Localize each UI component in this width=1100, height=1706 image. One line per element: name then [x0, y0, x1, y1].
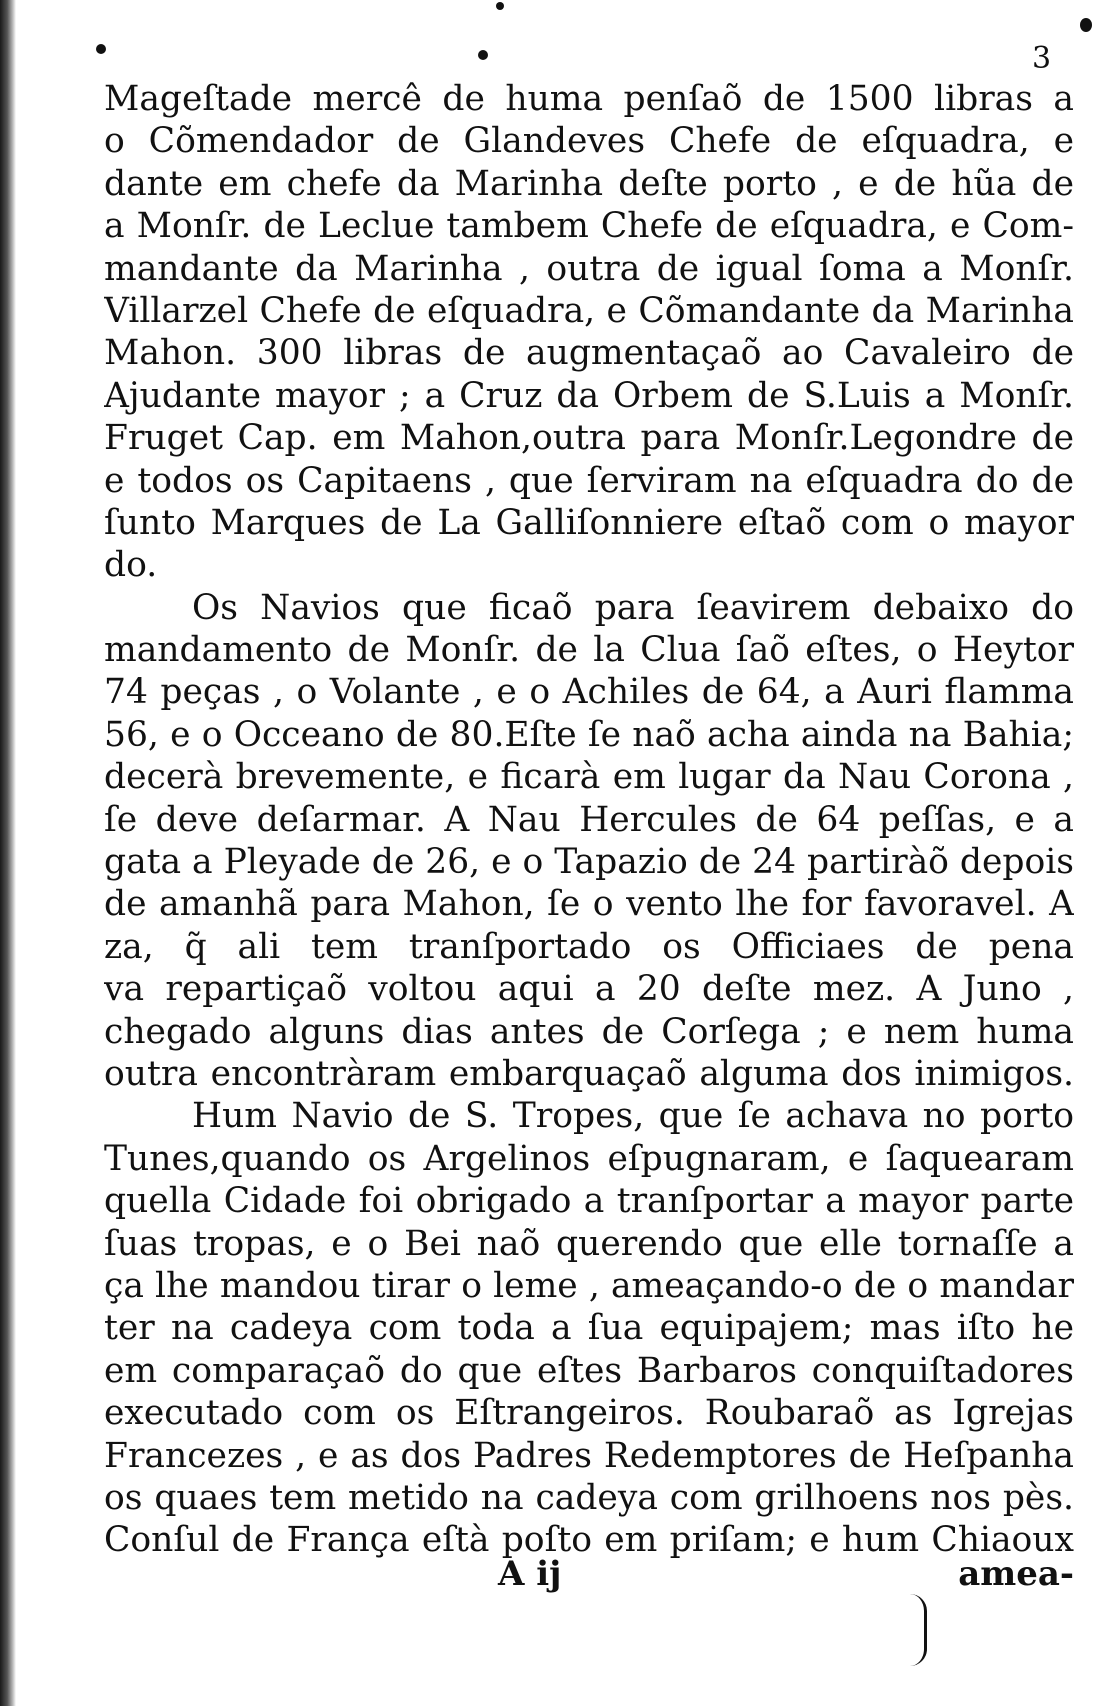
text-line: a Monſr. de Leclue tambem Chefe de eſquadra, e Com-: [104, 206, 1074, 247]
text-line: Fruget Cap. em Mahon,outra para Monſr.Legondre de: [104, 418, 1074, 459]
text-line: Conſul de França eſtà poſto em priſam; e hum Chiaoux: [104, 1520, 1074, 1561]
text-line: chegado alguns dias antes de Corſega ; e nem huma: [104, 1011, 1074, 1052]
text-line: decerà brevemente, e ficarà em lugar da Nau Corona ,: [104, 757, 1074, 798]
ink-speck: [1080, 18, 1092, 32]
text-line: gata a Pleyade de 26, e o Tapazio de 24 partiràõ depois: [104, 842, 1074, 883]
text-line: dante em chefe da Marinha deſte porto , e de hũa de: [104, 163, 1074, 204]
text-line: 74 peças , o Volante , e o Achiles de 64, a Auri flamma: [104, 672, 1074, 713]
text-line: ça lhe mandou tirar o leme , ameaçando-o de o mandar: [104, 1265, 1074, 1306]
text-line: Villarzel Chefe de eſquadra, e Cõmandante da Marinha: [104, 290, 1074, 331]
text-line: o Cõmendador de Glandeves Chefe de eſquadra, e: [104, 121, 1074, 162]
text-line: za, q̃ ali tem tranſportado os Officiaes de pena: [104, 926, 1074, 967]
text-line: quella Cidade foi obrigado a tranſportar a mayor parte: [104, 1181, 1074, 1222]
ink-speck: [96, 44, 106, 54]
text-line: Mahon. 300 libras de augmentaçaõ ao Cavaleiro de: [104, 333, 1074, 374]
text-line: ſe deve deſarmar. A Nau Hercules de 64 peſſas, e a: [104, 799, 1074, 840]
text-line: de amanhã para Mahon, ſe o vento lhe for favoravel. A: [104, 884, 1074, 925]
ink-mark: [910, 1594, 927, 1666]
text-line: os quaes tem metido na cadeya com grilhoens nos pès.: [104, 1477, 1074, 1518]
text-line: 56, e o Occeano de 80.Eſte ſe naõ acha ainda na Bahia;: [104, 714, 1074, 755]
text-line: do.: [104, 545, 158, 586]
page-spine-shadow: [0, 0, 16, 1706]
page-footer: [104, 1554, 1074, 1602]
text-line: va repartiçaõ voltou aqui a 20 deſte mez. A Juno ,: [104, 969, 1074, 1010]
text-line: ſunto Marques de La Galliſonniere eſtaõ com o mayor: [104, 502, 1074, 543]
paragraph-start: Os Navios que ficaõ para ſeavirem debaixo do: [192, 587, 1074, 628]
text-line: Ajudante mayor ; a Cruz da Orbem de S.Luis a Monſr.: [104, 375, 1074, 416]
page-number: 3: [1032, 41, 1052, 76]
text-line: ſuas tropas, e o Bei naõ querendo que elle tornaſſe a: [104, 1223, 1074, 1264]
ink-speck: [478, 50, 488, 60]
ink-speck: [496, 2, 504, 10]
catchword: amea-: [958, 1554, 1074, 1594]
text-line: mandante da Marinha , outra de igual ſoma a Monſr.: [104, 248, 1074, 289]
text-line: outra encontràram embarquaçaõ alguma dos inimigos.: [104, 1053, 1074, 1094]
text-line: Tunes,quando os Argelinos eſpugnaram, e ſaquearam: [104, 1138, 1074, 1179]
text-line: Mageſtade mercê de huma penſaõ de 1500 libras a: [104, 79, 1074, 119]
signature-mark: A ij: [498, 1554, 562, 1594]
text-line: Francezes , e as dos Padres Redemptores de Heſpanha: [104, 1435, 1074, 1476]
text-line: executado com os Eſtrangeiros. Roubaraõ as Igrejas: [104, 1393, 1074, 1434]
text-line: e todos os Capitaens , que ſerviram na eſquadra do de: [104, 460, 1074, 501]
text-line: em comparaçaõ do que eſtes Barbaros conquiſtadores: [104, 1350, 1074, 1391]
text-line: ter na cadeya com toda a ſua equipajem; mas iſto he: [104, 1308, 1074, 1349]
paragraph-start: Hum Navio de S. Tropes, que ſe achava no porto: [192, 1096, 1074, 1137]
body-text: [104, 78, 1074, 1562]
text-line: mandamento de Monſr. de la Clua ſaõ eſtes, o Heytor: [104, 630, 1074, 671]
